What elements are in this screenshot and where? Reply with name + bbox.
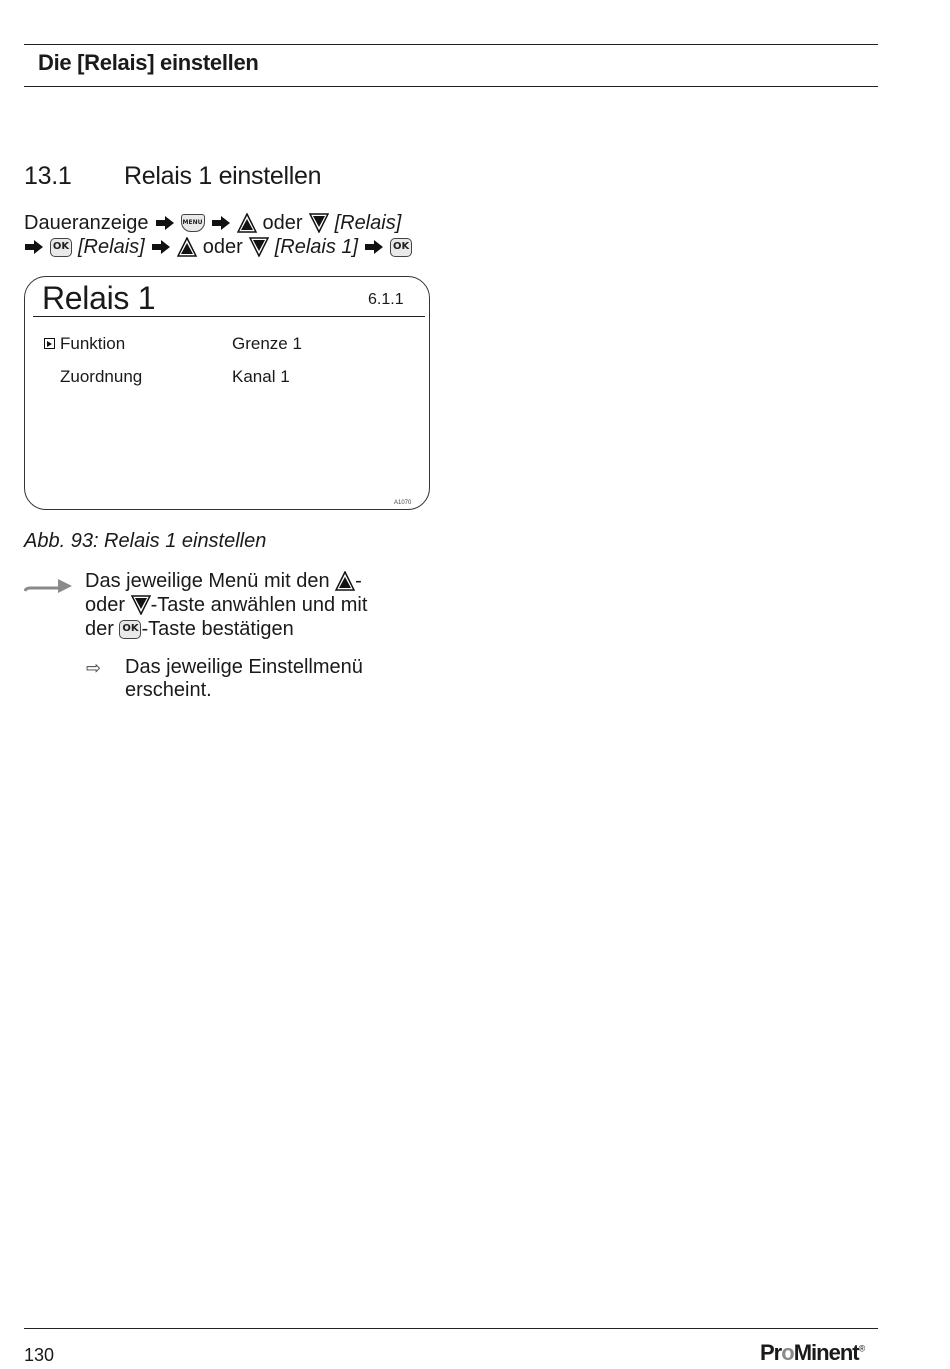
nav-path-line-2 bbox=[24, 235, 412, 259]
instruction-text: der bbox=[85, 618, 114, 640]
result-arrow-icon: ⇨ bbox=[86, 658, 102, 678]
nav-start-label: Daueranzeige bbox=[24, 212, 149, 234]
ok-key-icon: OK bbox=[119, 620, 141, 639]
instruction-step bbox=[85, 569, 367, 641]
nav-or-label: oder bbox=[262, 212, 303, 234]
ok-key-icon: OK bbox=[50, 238, 72, 257]
header-title: Die [Relais] einstellen bbox=[38, 50, 259, 75]
arrow-right-icon bbox=[155, 215, 175, 231]
instruction-text: -Taste anwählen und mit bbox=[150, 594, 368, 616]
screen-row-value: Grenze 1 bbox=[232, 334, 302, 353]
header-bottom-rule bbox=[24, 86, 878, 87]
menu-key-icon: MENU bbox=[181, 214, 205, 232]
section-number: 13.1 bbox=[24, 162, 72, 190]
instruction-arrow-icon bbox=[24, 576, 74, 596]
result-text bbox=[125, 656, 363, 702]
footer-rule bbox=[24, 1328, 878, 1329]
arrow-right-icon bbox=[151, 239, 171, 255]
arrow-right-icon bbox=[24, 239, 44, 255]
section-title: Relais 1 einstellen bbox=[124, 162, 322, 190]
down-key-icon bbox=[309, 213, 329, 233]
nav-path-line-1 bbox=[24, 211, 401, 235]
screen-row-value: Kanal 1 bbox=[232, 367, 290, 386]
instruction-text: Das jeweilige Menü mit den bbox=[85, 570, 330, 592]
instruction-text: oder bbox=[85, 594, 126, 616]
ok-key-icon: OK bbox=[390, 238, 412, 257]
brand-logo: ProMinent® bbox=[760, 1340, 866, 1365]
up-key-icon bbox=[237, 213, 257, 233]
arrow-right-icon bbox=[211, 215, 231, 231]
nav-relais-label: [Relais] bbox=[334, 212, 402, 234]
up-key-icon bbox=[177, 237, 197, 257]
screen-row-label: Funktion bbox=[60, 334, 126, 353]
down-key-icon bbox=[249, 237, 269, 257]
screen-title: Relais 1 bbox=[42, 280, 156, 316]
screen-row-label: Zuordnung bbox=[60, 367, 143, 386]
figure-caption: Abb. 93: Relais 1 einstellen bbox=[24, 530, 267, 552]
nav-or-label: oder bbox=[202, 236, 243, 258]
selection-cursor-icon bbox=[44, 338, 55, 349]
arrow-right-icon bbox=[364, 239, 384, 255]
down-key-icon bbox=[131, 595, 151, 615]
nav-relais1-label: [Relais 1] bbox=[274, 236, 359, 258]
instruction-text: - bbox=[355, 570, 362, 592]
page-number: 130 bbox=[24, 1345, 55, 1365]
figure-id: A1070 bbox=[394, 500, 412, 506]
instruction-text: -Taste bestätigen bbox=[141, 618, 294, 640]
result-line: erscheint. bbox=[125, 679, 212, 701]
header-top-rule bbox=[24, 44, 878, 45]
screen-divider bbox=[33, 316, 425, 317]
screen-menu-code: 6.1.1 bbox=[368, 291, 404, 308]
nav-relais-label: [Relais] bbox=[78, 236, 145, 258]
result-line: Das jeweilige Einstellmenü bbox=[125, 656, 363, 678]
up-key-icon bbox=[335, 571, 355, 591]
